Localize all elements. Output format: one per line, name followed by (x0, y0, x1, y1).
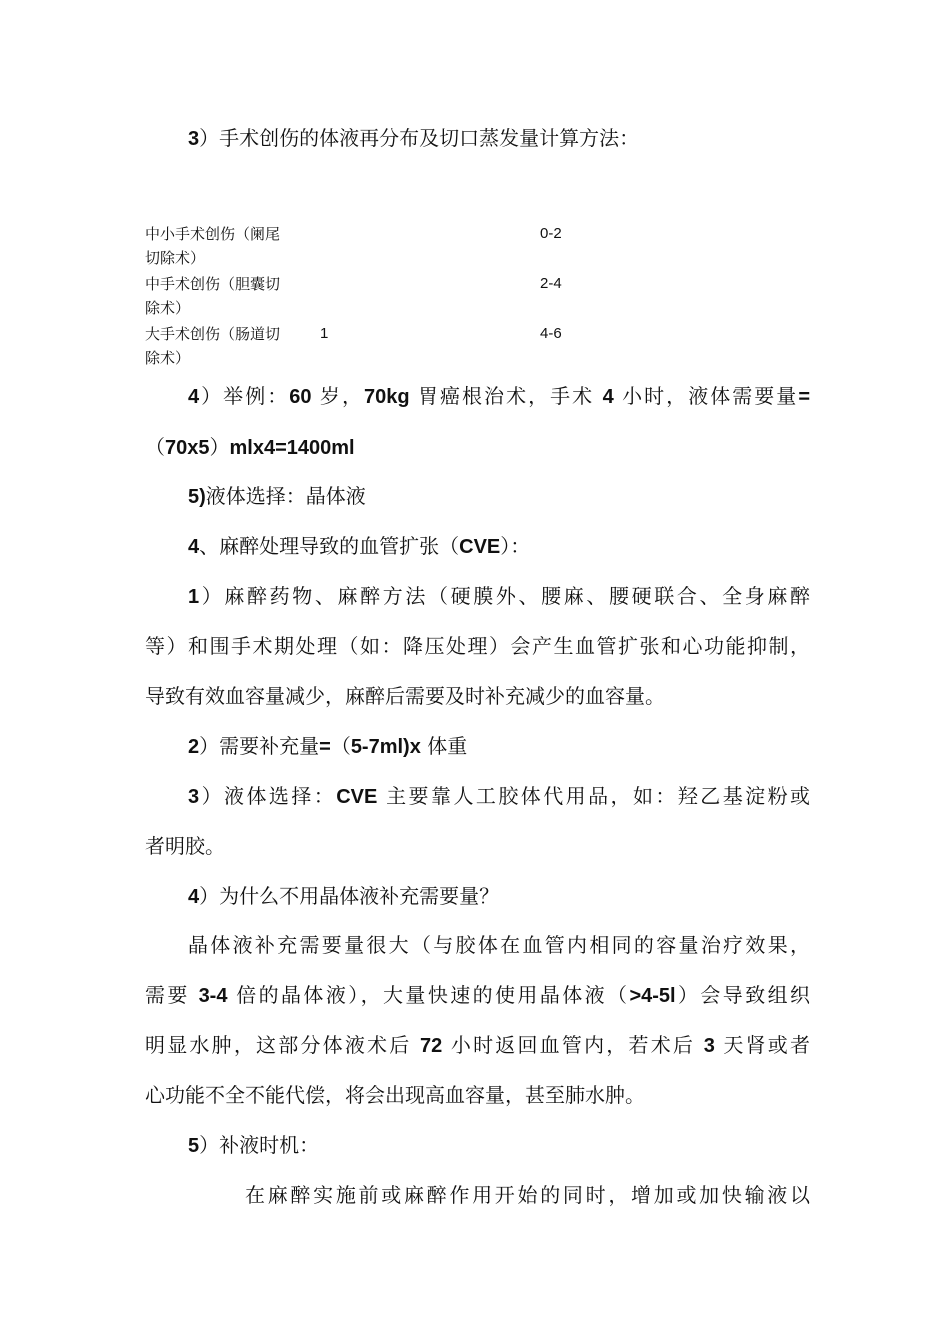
table-row: 中小手术创伤（阑尾 切除术） (145, 225, 281, 267)
para4-line4: 心功能不全不能代偿，将会出现高血容量，甚至肺水肿。 (145, 1083, 645, 1107)
para3-line2: 者明胶。 (145, 834, 225, 858)
heading-item-3: 3）手术创伤的体液再分布及切口蒸发量计算方法： (188, 126, 640, 150)
para1-line1: 1）麻醉药物、麻醉方法（硬膜外、腰麻、腰硬联合、全身麻醉 (188, 584, 810, 608)
para2: 2）需要补充量=（5-7ml)x 体重 (188, 734, 468, 758)
example-line2: （70x5）mlx4=1400ml (145, 435, 355, 459)
table-value: 4-6 (540, 325, 562, 342)
example-line1: 4）举例：60 岁，70kg 胃癌根治术，手术 4 小时，液体需要量= (188, 384, 811, 408)
para4-line3: 明显水肿，这部分体液术后 72 小时返回血管内，若术后 3 天肾或者 (145, 1033, 811, 1057)
para5-heading: 5）补液时机： (188, 1133, 320, 1157)
para4-line1: 晶体液补充需要量很大（与胶体在血管内相同的容量治疗效果， (188, 933, 810, 957)
para5-line1: 在麻醉实施前或麻醉作用开始的同时，增加或加快输液以 (245, 1183, 810, 1207)
para1-line3: 导致有效血容量减少，麻醉后需要及时补充减少的血容量。 (145, 684, 665, 708)
para4-heading: 4）为什么不用晶体液补充需要量？ (188, 884, 500, 908)
para4-line2: 需要 3-4 倍的晶体液），大量快速的使用晶体液（>4-5l）会导致组织 (145, 983, 811, 1007)
table-mid: 1 (320, 325, 329, 342)
table-row: 中手术创伤（胆囊切 除术） (145, 275, 281, 317)
para3-line1: 3）液体选择：CVE 主要靠人工胶体代用品，如：羟乙基淀粉或 (188, 784, 811, 808)
table-value: 2-4 (540, 275, 562, 292)
section-4-heading: 4、麻醉处理导致的血管扩张（CVE）： (188, 534, 531, 558)
fluid-choice: 5)液体选择：晶体液 (188, 484, 366, 508)
table-row: 大手术创伤（肠道切 除术） (145, 325, 281, 367)
table-value: 0-2 (540, 225, 562, 242)
para1-line2: 等）和围手术期处理（如：降压处理）会产生血管扩张和心功能抑制， (145, 634, 810, 658)
